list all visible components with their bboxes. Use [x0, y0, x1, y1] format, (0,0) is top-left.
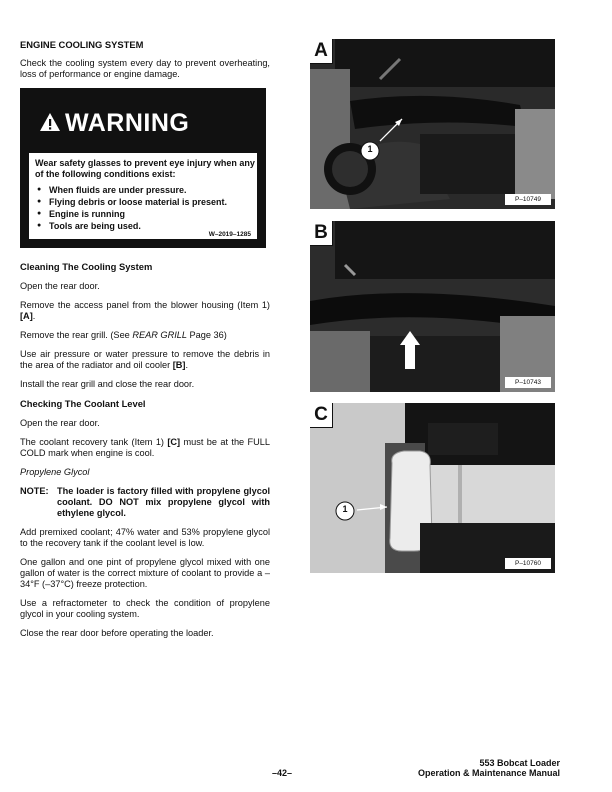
photo-c	[310, 403, 555, 573]
photo-label-c: C	[310, 403, 333, 428]
section-heading-wrap	[20, 39, 270, 80]
engine-photo-a-image	[310, 39, 555, 209]
warning-list	[35, 184, 227, 232]
close-door-text: Close the rear door before operating the loader.	[20, 628, 214, 638]
premix-text: Add premixed coolant; 47% water and 53% propylene glycol to the recovery tank if the coolant level is low.	[20, 527, 270, 548]
footer-manual: Operation & Maintenance Manual	[417, 768, 560, 778]
warning-item: ● Tools are being used.	[49, 220, 227, 232]
cleaning-heading: Cleaning The Cooling System	[20, 261, 153, 272]
cleaning-section	[20, 261, 270, 639]
tank-text: The coolant recovery tank (Item 1) [C] must be at the FULL COLD mark when engine is cool.	[20, 437, 270, 458]
checking-heading: Checking The Coolant Level	[20, 398, 146, 409]
photo-code-b: P–10743	[505, 377, 551, 388]
callout-1-c: 1	[342, 504, 348, 514]
warning-box	[20, 88, 266, 248]
photo-code-c: P–10760	[505, 558, 551, 569]
propylene-heading: Propylene Glycol	[20, 467, 90, 477]
photo-b	[310, 221, 555, 392]
photo-label-a: A	[310, 39, 333, 64]
warning-item: ● When fluids are under pressure.	[49, 184, 227, 196]
warning-band	[29, 97, 257, 153]
air-pressure-text: Use air pressure or water pressure to remove the debris in the area of the radiator and oil cooler [B].	[20, 349, 270, 370]
warning-code: W–2019–1285	[208, 231, 251, 238]
remove-grill-text: Remove the rear grill. (See REAR GRILL Page 36)	[20, 330, 227, 340]
warning-triangle-icon	[39, 112, 61, 132]
remove-panel-text: Remove the access panel from the blower housing (Item 1) [A].	[20, 300, 270, 321]
install-text: Install the rear grill and close the rear door.	[20, 379, 195, 389]
photo-code-a: P–10749	[505, 194, 551, 205]
warning-item: ● Flying debris or loose material is present.	[49, 196, 227, 208]
open-door-text-2: Open the rear door.	[20, 418, 100, 428]
coolant-tank-photo-c-image	[310, 403, 555, 573]
open-door-text: Open the rear door.	[20, 281, 100, 291]
intro-paragraph: Check the cooling system every day to prevent overheating, loss of performance or engine damage.	[20, 58, 270, 79]
note-block	[20, 486, 270, 519]
section-heading: ENGINE COOLING SYSTEM	[20, 39, 144, 50]
refractometer-text: Use a refractometer to check the condition of propylene glycol in your cooling system.	[20, 598, 270, 619]
radiator-photo-b-image	[310, 221, 555, 392]
note-text: The loader is factory filled with propylene glycol coolant. DO NOT mix propylene glycol with ethylene glycol.	[57, 486, 270, 518]
callout-1-a: 1	[367, 144, 373, 154]
footer-title	[418, 758, 560, 778]
page-number: –42–	[272, 768, 293, 778]
warning-item: ● Engine is running	[49, 208, 227, 220]
photo-a	[310, 39, 555, 209]
footer-model: 553 Bobcat Loader	[479, 758, 560, 768]
photo-label-b: B	[310, 221, 333, 246]
note-label: NOTE:	[20, 486, 49, 496]
warning-lead: Wear safety glasses to prevent eye injury when any of the following conditions exist:	[35, 158, 255, 179]
gallon-text: One gallon and one pint of propylene glycol mixed with one gallon of water is the correct mixture of coolant to provide a –34°F (–37°C) freeze protection.	[20, 557, 270, 589]
warning-title: WARNING	[65, 109, 190, 137]
